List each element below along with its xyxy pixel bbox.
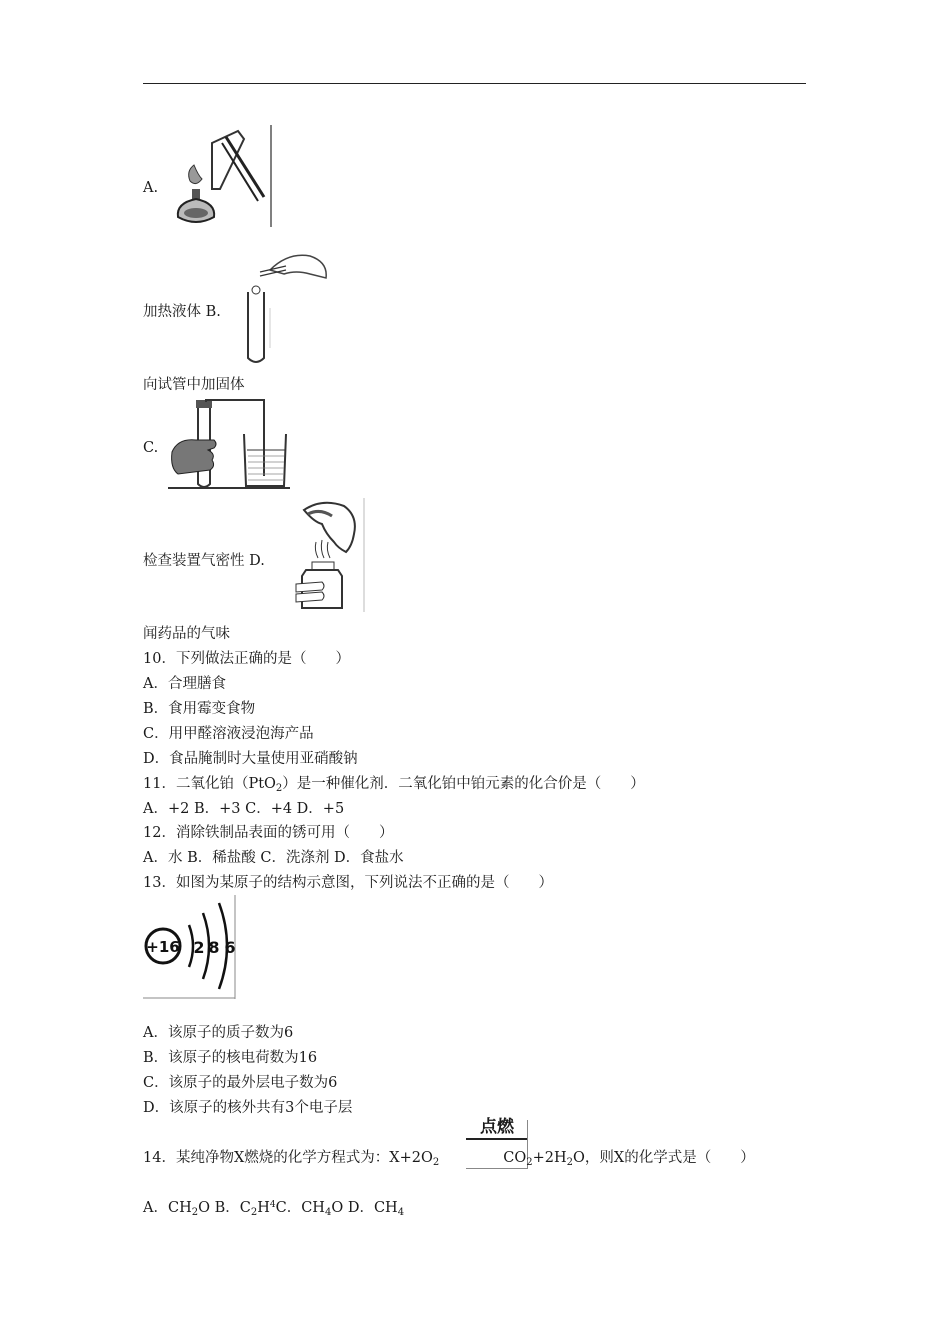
shell-3-count: 6	[224, 938, 236, 957]
q14-opt-a: A．CH	[143, 1200, 192, 1216]
q13-stem: 13．如图为某原子的结构示意图，下列说法不正确的是（ ）	[143, 875, 553, 891]
atom-nucleus-label: +16	[146, 938, 180, 956]
q14-stem-pre: 14．某纯净物X燃烧的化学方程式为：X+2O	[143, 1150, 433, 1166]
q11-options: A．+2 B．+3 C．+4 D．+5	[143, 801, 345, 817]
q14-h: +2H	[532, 1150, 567, 1166]
q10-stem: 10．下列做法正确的是（ ）	[143, 651, 350, 667]
option-c-label: C.	[143, 440, 159, 456]
q14-opt-d-sub: 4	[397, 1207, 405, 1218]
condition-baseline	[466, 1168, 528, 1169]
option-a-caption-row	[143, 302, 221, 322]
q11-stem-post: ）是一种催化剂．二氧化铂中铂元素的化合价是（ ）	[282, 776, 645, 792]
option-d-caption: 闻药品的气味	[143, 626, 230, 642]
q13-option-c: C．该原子的最外层电子数为6	[143, 1075, 338, 1091]
q14-opt-c-sub: 4	[324, 1207, 332, 1218]
heating-liquid-figure	[168, 123, 274, 229]
airtightness-figure	[168, 398, 294, 492]
q12-options: A．水 B．稀盐酸 C．洗涤剂 D．食盐水	[143, 850, 404, 866]
q14-opt-a-sub: 2	[191, 1207, 199, 1218]
q14-opt-b-mid: H	[257, 1200, 270, 1216]
q13-option-d: D．该原子的核外共有3个电子层	[143, 1100, 353, 1116]
q11-stem-sub: 2	[275, 783, 283, 794]
q14-opt-b-sup: 4	[269, 1200, 276, 1210]
q13-option-b: B．该原子的核电荷数为16	[143, 1050, 318, 1066]
q10-option-d: D．食品腌制时大量使用亚硝酸钠	[143, 751, 358, 767]
q14-o-rest: O，则X的化学式是（ ）	[573, 1150, 755, 1166]
q10-option-c: C．用甲醛溶液浸泡海产品	[143, 726, 314, 742]
q14-co2-sub: 2	[526, 1157, 533, 1168]
header-rule	[143, 83, 806, 84]
q14-co: CO	[503, 1150, 527, 1166]
option-d-label: D.	[249, 553, 265, 569]
q14-opt-a-rest: O B．C	[198, 1200, 251, 1216]
q14-opt-c-rest: O D．CH	[331, 1200, 398, 1216]
q14-options	[143, 1198, 404, 1218]
option-a-caption: 加热液体	[143, 304, 201, 320]
q11-stem-pre: 11．二氧化铂（PtO	[143, 776, 276, 792]
add-solid-figure	[240, 248, 330, 366]
q14-o2-sub: 2	[432, 1157, 440, 1168]
q14-opt-c: C．CH	[275, 1200, 325, 1216]
atom-structure-diagram	[143, 895, 239, 999]
shell-2-count: 8	[208, 938, 220, 957]
option-b-label: B.	[205, 304, 221, 320]
q14-h2o-sub: 2	[566, 1157, 573, 1168]
condition-bar	[466, 1138, 528, 1140]
q14-stem	[143, 1148, 755, 1168]
option-c-caption: 检查装置气密性	[143, 553, 245, 569]
option-c-caption-row	[143, 551, 265, 571]
shell-1-count: 2	[193, 938, 205, 957]
ignite-label: 点燃	[480, 1117, 514, 1137]
smell-figure	[292, 496, 368, 614]
q14-opt-b-sub: 2	[250, 1207, 258, 1218]
q12-stem: 12．消除铁制品表面的锈可用（ ）	[143, 825, 394, 841]
option-a-label: A.	[143, 180, 159, 196]
q10-option-b: B．食用霉变食物	[143, 701, 256, 717]
q10-option-a: A．合理膳食	[143, 676, 226, 692]
option-b-caption: 向试管中加固体	[143, 377, 245, 393]
q13-option-a: A．该原子的质子数为6	[143, 1025, 294, 1041]
q11-stem	[143, 774, 645, 794]
